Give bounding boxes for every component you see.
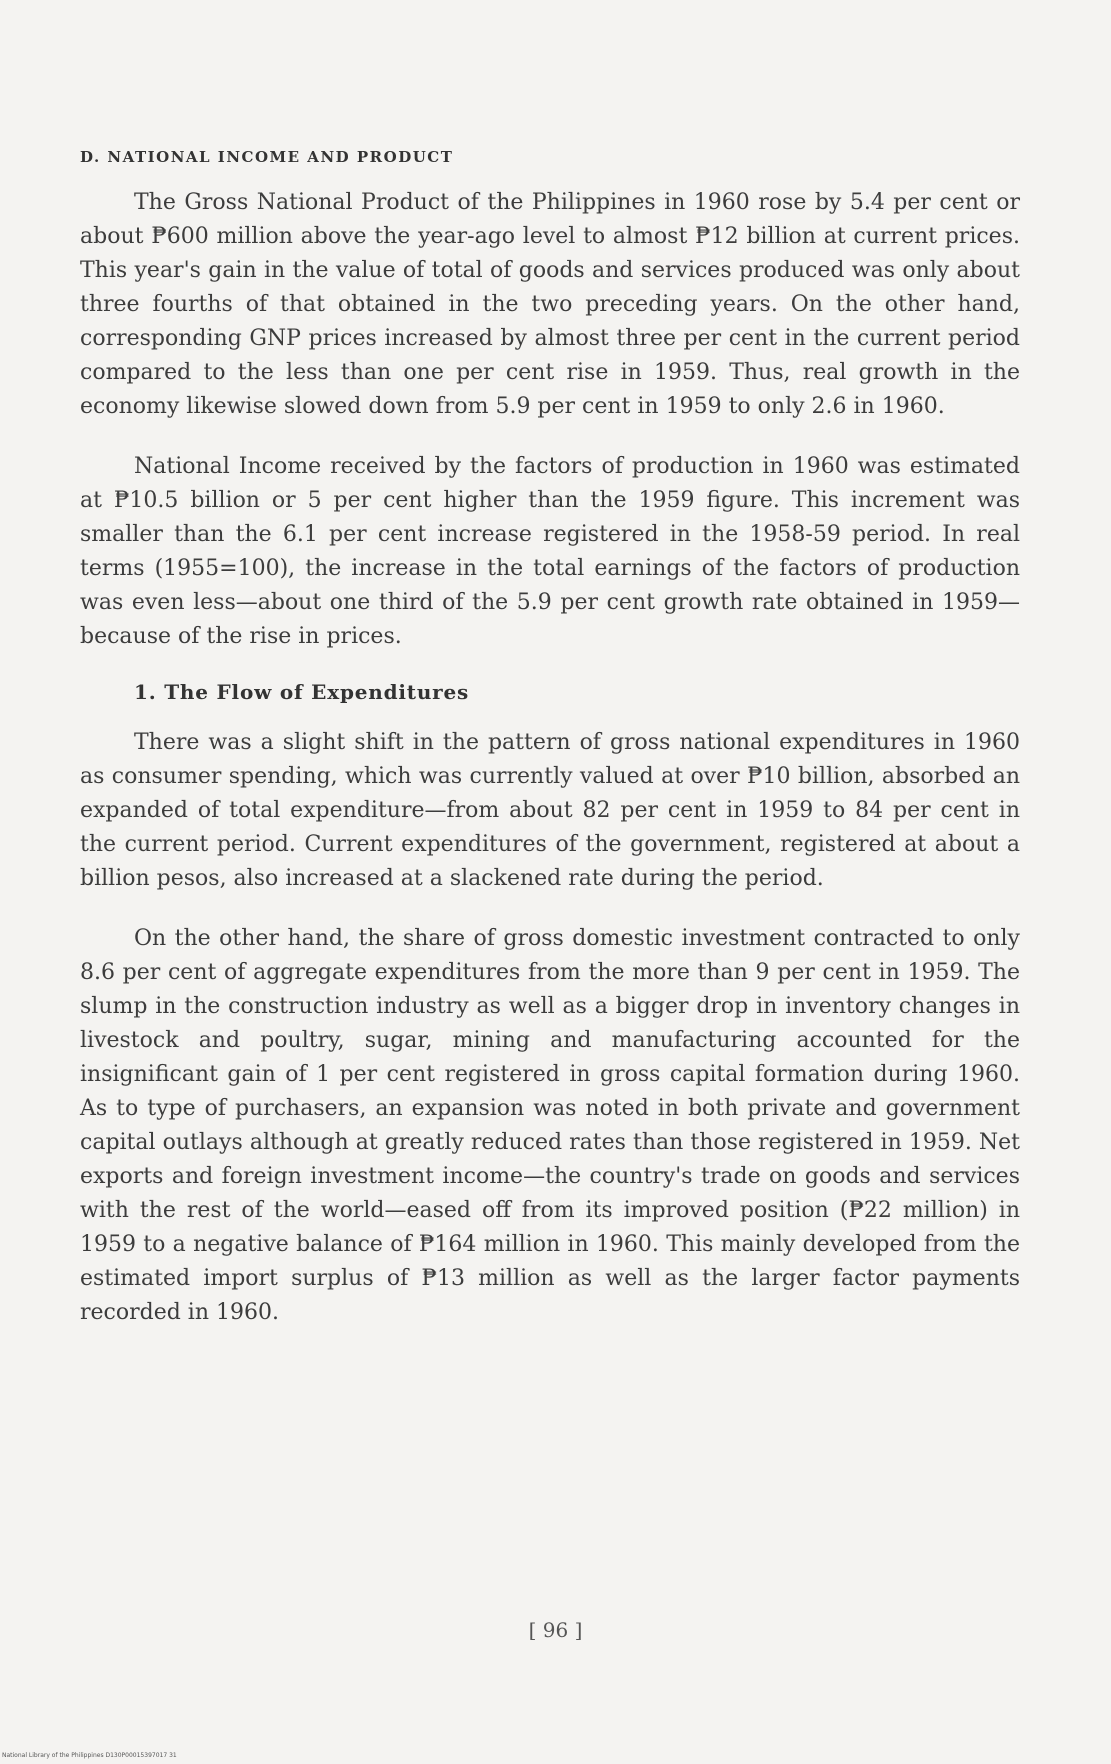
section-heading: D. NATIONAL INCOME AND PRODUCT [80,148,454,166]
paragraph-expenditures-pattern: There was a slight shift in the pattern of gross national expenditures in 1960 as consumer spending, which was currently valued at over ₱10 billion, absorbed an expanded of total expenditure—from about 82 per cent in 1959 to 84 per cent in the current period. Current expenditures of the government, registered at about a billion pesos, also increased at a slackened rate during the period. [80,730,1020,891]
page-number: [ 96 ] [528,1618,583,1642]
paragraph-gnp: The Gross National Product of the Philippines in 1960 rose by 5.4 per cent or about ₱600 million above the year-ago level to almost ₱12 billion at current prices. This year's gain in the value of total of goods and services produced was only about three fourths of that obtained in the two preceding years. On the other hand, corresponding GNP prices increased by almost three per cent in the current period compared to the less than one per cent rise in 1959. Thus, real growth in the economy likewise slowed down from 5.9 per cent in 1959 to only 2.6 in 1960. [80,190,1020,419]
subsection-heading: 1. The Flow of Expenditures [134,680,470,704]
footer-credit: National Library of the Philippines D130P00015397017 31 [2,1752,177,1759]
paragraph-national-income: National Income received by the factors of production in 1960 was estimated at ₱10.5 billion or 5 per cent higher than the 1959 figure. This increment was smaller than the 6.1 per cent increase registered in the 1958-59 period. In real terms (1955=100), the increase in the total earnings of the factors of production was even less—about one third of the 5.9 per cent growth rate obtained in 1959—because of the rise in prices. [80,454,1020,649]
paragraph-investment: On the other hand, the share of gross domestic investment contracted to only 8.6 per cent of aggregate expenditures from the more than 9 per cent in 1959. The slump in the construction industry as well as a bigger drop in inventory changes in livestock and poultry, sugar, mining and manufacturing accounted for the insignificant gain of 1 per cent registered in gross capital formation during 1960. As to type of purchasers, an expansion was noted in both private and government capital outlays although at greatly reduced rates than those registered in 1959. Net exports and foreign investment income—the country's trade on goods and services with the rest of the world—eased off from its improved position (₱22 million) in 1959 to a negative balance of ₱164 million in 1960. This mainly developed from the estimated import surplus of ₱13 million as well as the larger factor payments recorded in 1960. [80,926,1020,1325]
page-body [80,148,1020,1356]
